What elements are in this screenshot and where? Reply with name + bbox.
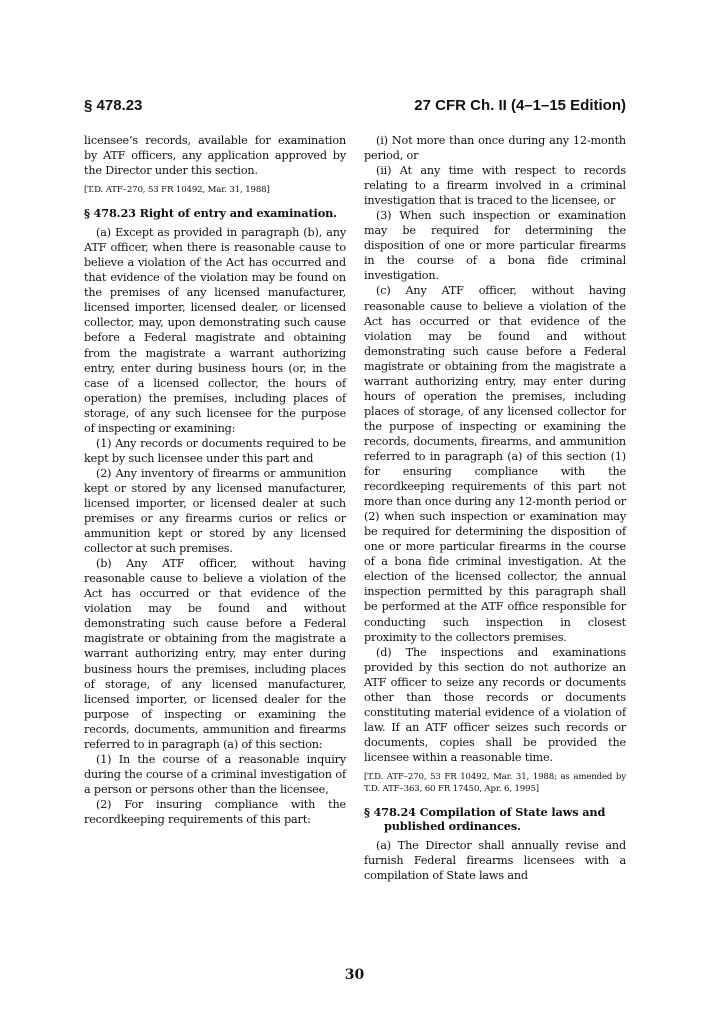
left-column bbox=[84, 133, 346, 827]
paragraph: (a) Except as provided in paragraph (b), any ATF officer, when there is reasonable cause to believe a violation of the Act has occurred and that evidence of the violation may be found on the premises of any licensed manufacturer, licensed importer, licensed dealer, or licensed collector, may, upon demonstrating such cause before a Federal magistrate and obtaining from the magistrate a warrant authorizing entry, enter during business hours (or, in the case of a licensed collector, the hours of operation) the premises, including places of storage, of any such licensee for the purpose of inspecting or examining: bbox=[84, 226, 346, 435]
page-number: 30 bbox=[344, 967, 365, 983]
paragraph: (1) In the course of a reasonable inquiry during the course of a criminal investigation of a person or persons other than the licensee, bbox=[84, 752, 346, 796]
section-heading: § 478.24 Compilation of State laws and published ordinances. bbox=[364, 804, 606, 833]
paragraph: (b) Any ATF officer, without having reasonable cause to believe a violation of the Act has occurred or that evidence of the violation may be found and without demonstrating such cause before a Federal magistrate or obtaining from the magistrate a warrant authorizing entry, may enter during business hours the premises, including places of storage, of any licensed manufacturer, licensed importer, or licensed dealer for the purpose of inspecting or examining the records, documents, ammunition and firearms referred to in paragraph (a) of this section: bbox=[84, 557, 346, 751]
right-column bbox=[364, 133, 626, 883]
paragraph: (c) Any ATF officer, without having reasonable cause to believe a violation of the Act has occurred or that evidence of the violation may be found and without demonstrating such cause before a Federal magistrate or obtaining from the magistrate a warrant authorizing entry, may enter during hours of operation the premises, including places of storage, of any licensed collector for the purpose of inspecting or examining the records, documents, firearms, and ammunition referred to in paragraph (a) of this section (1) for ensuring compliance with the recordkeeping requirements of this part not more than once during any 12-month period or (2) when such inspection or examination may be required for determining the disposition of one or more particular firearms in the course of a bona fide criminal investigation. At the election of the licensed collector, the annual inspection permitted by this paragraph shall be performed at the ATF office responsible for conducting such inspection in closest proximity to the collectors premises. bbox=[364, 284, 626, 644]
running-header bbox=[84, 97, 626, 119]
paragraph: (d) The inspections and examinations provided by this section do not authorize an ATF officer to seize any records or documents other than those records or documents constituting material evidence of a violation of law. If an ATF officer seizes such records or documents, copies shall be provided the licensee within a reasonable time. bbox=[364, 645, 626, 764]
section-marker: § 478.23 bbox=[84, 97, 143, 114]
paragraph: licensee’s records, available for examination by ATF officers, any application approved by the Director under this section. bbox=[84, 134, 346, 178]
citation-note: [T.D. ATF–270, 53 FR 10492, Mar. 31, 1988] bbox=[84, 185, 270, 196]
cfr-edition-label: 27 CFR Ch. II (4–1–15 Edition) bbox=[414, 97, 626, 114]
paragraph: (ii) At any time with respect to records relating to a firearm involved in a criminal investigation that is traced to the licensee, or bbox=[364, 164, 626, 208]
paragraph: (1) Any records or documents required to be kept by such licensee under this part and bbox=[84, 436, 346, 465]
paragraph: (i) Not more than once during any 12-month period, or bbox=[364, 134, 626, 163]
paragraph: (2) For insuring compliance with the recordkeeping requirements of this part: bbox=[84, 797, 346, 826]
paragraph: (2) Any inventory of firearms or ammunition kept or stored by any licensed manufacturer, licensed importer, or licensed dealer at such premises or any firearms curios or relics or ammunition kept or stored by any licensed collector at such premises. bbox=[84, 466, 346, 556]
paragraph: (3) When such inspection or examination may be required for determining the disposition of one or more particular firearms in the course of a bona fide criminal investigation. bbox=[364, 209, 626, 283]
paragraph: (a) The Director shall annually revise and furnish Federal firearms licensees with a compilation of State laws and bbox=[364, 838, 626, 883]
citation-note: [T.D. ATF–270, 53 FR 10492, Mar. 31, 1988; as amended by T.D. ATF–363, 60 FR 17450, Apr. 6, 1995] bbox=[364, 771, 626, 794]
section-heading: § 478.23 Right of entry and examination. bbox=[84, 206, 337, 221]
